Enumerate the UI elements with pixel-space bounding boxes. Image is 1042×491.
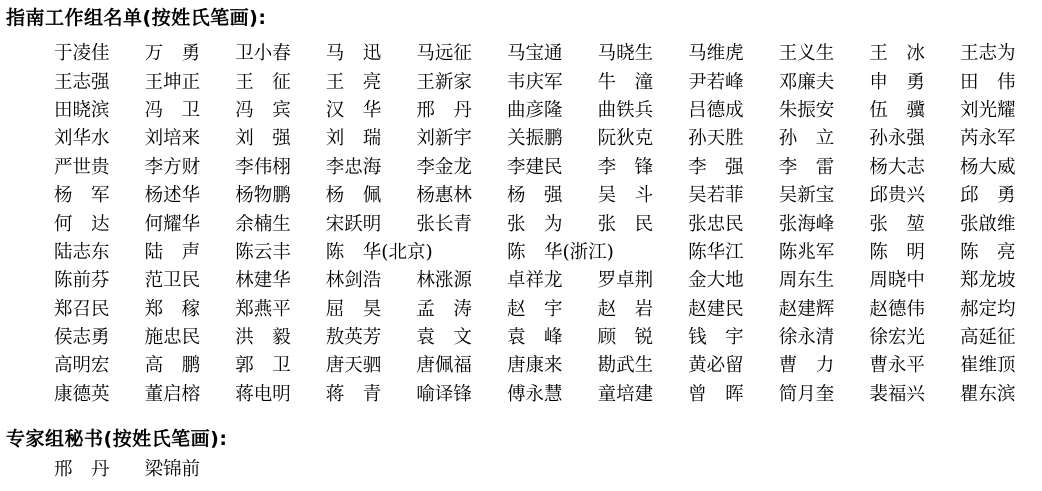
member-name: 曹 力	[778, 355, 835, 377]
member-name: 孙永强	[869, 128, 925, 150]
member-name: 敖英芳	[325, 327, 382, 349]
name-row	[54, 68, 1042, 96]
member-name: 张忠民	[688, 213, 744, 235]
member-name: 韦庆军	[506, 71, 563, 93]
member-name: 王 冰	[869, 43, 925, 65]
member-name: 郭 卫	[235, 355, 291, 377]
member-name: 简月奎	[778, 383, 835, 405]
member-name: 杨述华	[144, 185, 201, 207]
member-name: 田晓滨	[54, 99, 110, 121]
member-name: 于凌佳	[54, 43, 110, 65]
member-name: 李金龙	[416, 156, 472, 178]
member-name: 陈华江	[688, 241, 744, 263]
member-name: 申 勇	[869, 71, 925, 93]
member-name: 王坤正	[144, 71, 201, 93]
member-name: 阮狄克	[597, 128, 654, 150]
member-name: 康德英	[54, 383, 110, 405]
member-name: 侯志勇	[54, 327, 110, 349]
member-name: 杨惠林	[416, 185, 472, 207]
name-row	[54, 97, 1042, 125]
member-name: 林建华	[235, 270, 291, 292]
member-name: 关振鹏	[506, 128, 563, 150]
member-name: 张海峰	[778, 213, 835, 235]
member-name: 李 锋	[597, 156, 654, 178]
member-name: 郑召民	[54, 298, 110, 320]
member-name: 郑燕平	[235, 298, 291, 320]
member-name: 刘 强	[235, 128, 291, 150]
member-name: 吴新宝	[778, 185, 835, 207]
member-name: 尹若峰	[688, 71, 744, 93]
member-name: 曾 晖	[688, 383, 744, 405]
member-name: 邱 勇	[959, 185, 1016, 207]
member-name: 高 鹏	[144, 355, 201, 377]
member-name: 曲铁兵	[597, 99, 654, 121]
member-name: 冯 宾	[235, 99, 291, 121]
member-name: 孙天胜	[688, 128, 744, 150]
member-name: 何耀华	[144, 213, 201, 235]
member-name: 陈云丰	[235, 241, 291, 263]
member-name: 马宝通	[506, 43, 563, 65]
member-name: 杨大志	[869, 156, 925, 178]
member-name: 周晓中	[869, 270, 925, 292]
member-name: 李忠海	[325, 156, 382, 178]
member-name: 徐永清	[778, 327, 835, 349]
member-name: 金大地	[688, 270, 744, 292]
member-name: 刘 瑞	[325, 128, 382, 150]
member-name: 邢 丹	[416, 99, 472, 121]
name-row	[54, 210, 1042, 238]
member-name: 汉 华	[325, 99, 382, 121]
member-name: 瞿东滨	[959, 383, 1016, 405]
member-name: 陈前芬	[54, 270, 110, 292]
member-name: 傅永慧	[506, 383, 563, 405]
member-name: 唐天驷	[325, 355, 382, 377]
member-name: 张 为	[506, 213, 563, 235]
member-name: 牛 潼	[597, 71, 654, 93]
secretary-name: 邢 丹	[54, 459, 110, 480]
member-name: 陈兆军	[778, 241, 835, 263]
member-name: 董启榕	[144, 383, 201, 405]
member-name: 卓祥龙	[506, 270, 563, 292]
member-name: 马远征	[416, 43, 472, 65]
member-name: 袁 峰	[506, 327, 563, 349]
member-name: 顾 锐	[597, 327, 654, 349]
member-name: 张 堃	[869, 213, 925, 235]
member-name: 孟 涛	[416, 298, 472, 320]
member-name: 伍 骥	[869, 99, 925, 121]
member-name: 李方财	[144, 156, 201, 178]
member-name: 刘光耀	[959, 99, 1016, 121]
member-name: 赵建辉	[778, 298, 835, 320]
member-name: 王新家	[416, 71, 472, 93]
member-name: 李建民	[506, 156, 563, 178]
secretary-name: 梁锦前	[144, 459, 201, 480]
member-name: 吕德成	[688, 99, 744, 121]
name-row	[54, 352, 1042, 380]
name-row	[54, 267, 1042, 295]
member-name: 冯 卫	[144, 99, 201, 121]
member-name: 勘武生	[597, 355, 654, 377]
member-name: 田 伟	[959, 71, 1016, 93]
member-name: 周东生	[778, 270, 835, 292]
member-name: 严世贵	[54, 156, 110, 178]
member-name: 陈 华(浙江)	[506, 241, 614, 263]
member-name: 唐康来	[506, 355, 563, 377]
member-name: 张 民	[597, 213, 654, 235]
member-name: 陆志东	[54, 241, 110, 263]
name-row	[54, 239, 1042, 267]
member-name: 洪 毅	[235, 327, 291, 349]
member-name: 徐宏光	[869, 327, 925, 349]
member-name: 刘新宇	[416, 128, 472, 150]
member-name: 袁 文	[416, 327, 472, 349]
member-name: 杨 强	[506, 185, 563, 207]
name-row	[54, 40, 1042, 68]
member-name: 李伟栩	[235, 156, 291, 178]
member-name: 赵德伟	[869, 298, 925, 320]
member-name: 杨 佩	[325, 185, 382, 207]
member-name: 何 达	[54, 213, 110, 235]
member-name: 吴 斗	[597, 185, 654, 207]
name-row	[54, 182, 1042, 210]
member-name: 宋跃明	[325, 213, 382, 235]
member-name: 黄必留	[688, 355, 744, 377]
member-name: 王志为	[959, 43, 1016, 65]
member-name: 王义生	[778, 43, 835, 65]
member-name: 张啟维	[959, 213, 1016, 235]
member-name: 高明宏	[54, 355, 110, 377]
member-name: 高延征	[959, 327, 1016, 349]
member-name: 施忠民	[144, 327, 201, 349]
member-name: 万 勇	[144, 43, 201, 65]
member-name: 赵建民	[688, 298, 744, 320]
member-name: 刘华水	[54, 128, 110, 150]
member-name: 芮永军	[959, 128, 1016, 150]
member-name: 朱振安	[778, 99, 835, 121]
member-name: 张长青	[416, 213, 472, 235]
member-name: 杨 军	[54, 185, 110, 207]
member-name: 马 迅	[325, 43, 382, 65]
member-name: 马维虎	[688, 43, 744, 65]
name-row	[54, 381, 1042, 409]
name-row	[54, 125, 1042, 153]
member-name: 蒋 青	[325, 383, 382, 405]
member-name: 李 雷	[778, 156, 835, 178]
member-name: 范卫民	[144, 270, 201, 292]
member-name: 邓廉夫	[778, 71, 835, 93]
member-name: 陈 明	[869, 241, 925, 263]
member-name: 杨大威	[959, 156, 1016, 178]
guide-group-name-grid	[54, 40, 1042, 409]
member-name: 王志强	[54, 71, 110, 93]
member-name: 王 亮	[325, 71, 382, 93]
secretary-group-name-list	[54, 458, 235, 482]
member-name: 林涨源	[416, 270, 472, 292]
member-name: 曲彦隆	[506, 99, 563, 121]
member-name: 杨物鹏	[235, 185, 291, 207]
member-name: 童培建	[597, 383, 654, 405]
member-name: 赵 宇	[506, 298, 563, 320]
member-name: 赵 岩	[597, 298, 654, 320]
name-row	[54, 324, 1042, 352]
member-name: 吴若菲	[688, 185, 744, 207]
member-name: 卫小春	[235, 43, 291, 65]
member-name: 陈 华(北京)	[325, 241, 433, 263]
member-name: 罗卓荆	[597, 270, 654, 292]
member-name: 郑龙坡	[959, 270, 1016, 292]
member-name: 孙 立	[778, 128, 835, 150]
member-name: 李 强	[688, 156, 744, 178]
member-name: 蒋电明	[235, 383, 291, 405]
member-name: 喻译锋	[416, 383, 472, 405]
member-name: 屈 昊	[325, 298, 382, 320]
member-name: 林剑浩	[325, 270, 382, 292]
member-name: 唐佩福	[416, 355, 472, 377]
member-name: 王 征	[235, 71, 291, 93]
member-name: 马晓生	[597, 43, 654, 65]
name-row	[54, 296, 1042, 324]
member-name: 崔维顶	[959, 355, 1016, 377]
member-name: 陈 亮	[959, 241, 1016, 263]
member-name: 邱贵兴	[869, 185, 925, 207]
guide-group-heading: 指南工作组名单(按姓氏笔画):	[6, 7, 267, 29]
member-name: 余楠生	[235, 213, 291, 235]
member-name: 曹永平	[869, 355, 925, 377]
name-row	[54, 154, 1042, 182]
member-name: 陆 声	[144, 241, 201, 263]
member-name: 钱 宇	[688, 327, 744, 349]
member-name: 刘培来	[144, 128, 201, 150]
member-name: 裴福兴	[869, 383, 925, 405]
secretary-group-heading: 专家组秘书(按姓氏笔画):	[6, 428, 228, 450]
member-name: 郝定均	[959, 298, 1016, 320]
member-name: 郑 稼	[144, 298, 201, 320]
